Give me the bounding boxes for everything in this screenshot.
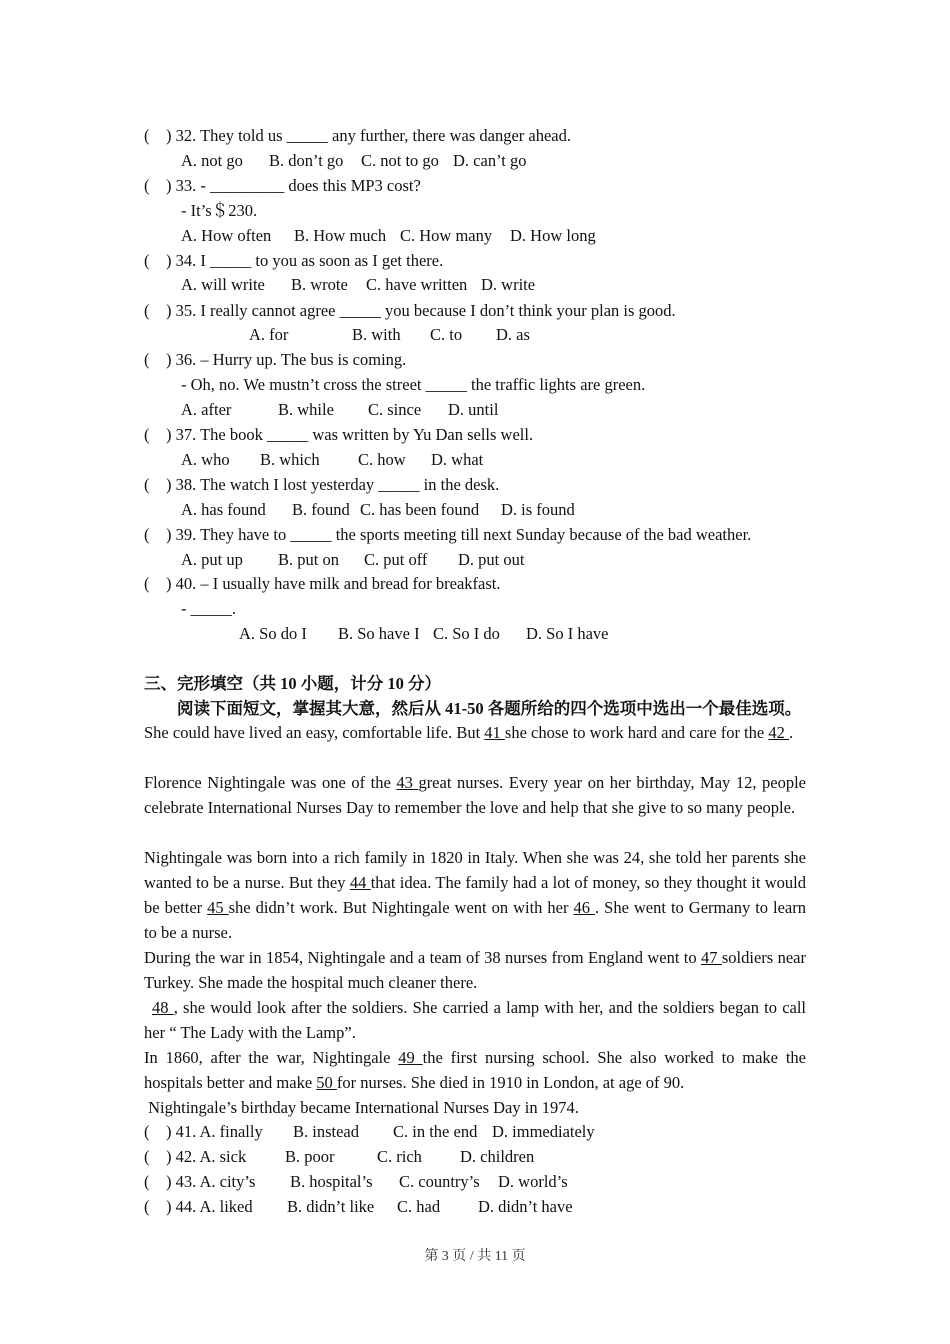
blank-41: 41 [484, 723, 505, 742]
passage-text: great nurses. Every year on her birthday, May 12, people celebrate International Nurses Day to remember the love and help that she give to so many people. [144, 773, 806, 817]
option-32d: D. can’t go [453, 151, 527, 170]
passage-text: During the war in 1854, Nightingale and a team of 38 nurses from England went to [144, 948, 702, 967]
cloze-option-42d: D. children [460, 1147, 535, 1166]
blank-49: 49 [398, 1048, 423, 1067]
option-35a: A. for [249, 325, 289, 344]
blank-46: 46 [573, 897, 596, 917]
passage-text: soldiers near Turkey. She made the hospital much cleaner there. [144, 948, 806, 992]
cloze-option-42c: C. rich [377, 1147, 422, 1166]
option-40b: B. So have I [338, 624, 420, 643]
passage-text: that idea. The family had a lot of money, so they thought it would be better [144, 872, 807, 917]
option-40c: C. So I do [433, 624, 500, 643]
cloze-option-41d: D. immediately [492, 1122, 595, 1141]
option-32a: A. not go [181, 151, 243, 170]
passage-text: Nightingale was born into a rich family in 1820 in Italy. When she was 24, she told her parents she wanted to be a nurse. But they [144, 848, 806, 892]
blank-50: 50 [316, 1072, 337, 1092]
option-36c: C. since [368, 400, 422, 419]
option-32c: C. not to go [361, 151, 439, 170]
cloze-question-43: ( ) 43. A. city’s [144, 1172, 256, 1191]
passage-text: she chose to work hard and care for the [504, 723, 769, 742]
passage-text: for nurses. She died in 1910 in London, at age of 90. [336, 1072, 685, 1092]
option-38b: B. found [292, 500, 350, 519]
question-40-reply: - _____. [181, 599, 236, 618]
option-32b: B. don’t go [269, 151, 344, 170]
cloze-question-44: ( ) 44. A. liked [144, 1197, 253, 1216]
passage-paragraph-5 [144, 996, 806, 1046]
option-39d: D. put out [458, 550, 525, 569]
blank-44: 44 [349, 872, 371, 892]
passage-text: the first nursing school. She also worked to make the hospitals better and make [144, 1048, 806, 1092]
passage-paragraph-1 [144, 721, 806, 746]
option-37c: C. how [358, 450, 406, 469]
question-39: ( ) 39. They have to _____ the sports meeting till next Sunday because of the bad weather. [144, 525, 752, 544]
passage-text: . She went to Germany to learn to be a nurse. [144, 897, 806, 942]
option-40a: A. So do I [239, 624, 307, 643]
cloze-option-41b: B. instead [293, 1122, 359, 1141]
blank-42: 42 [768, 723, 789, 742]
option-33c: C. How many [400, 226, 493, 245]
section-title: 三、完形填空（共 10 小题，计分 10 分） [144, 674, 441, 693]
cloze-option-44d: D. didn’t have [478, 1197, 573, 1216]
page-number: 第 3 页 / 共 11 页 [424, 1249, 526, 1264]
cloze-option-41c: C. in the end [393, 1122, 478, 1141]
question-33-reply: - It’s＄230. [181, 201, 258, 220]
passage-text: , she would look after the soldiers. She carried a lamp with her, and the soldiers began to call her “ The Lady with the Lamp”. [144, 998, 807, 1042]
question-32: ( ) 32. They told us _____ any further, there was danger ahead. [144, 126, 571, 145]
option-38c: C. has been found [360, 500, 480, 519]
cloze-option-43c: C. country’s [399, 1172, 480, 1191]
option-35b: B. with [352, 325, 401, 344]
option-39b: B. put on [278, 550, 339, 569]
passage-text: . [788, 723, 794, 742]
question-36-reply: - Oh, no. We mustn’t cross the street _____ the traffic lights are green. [181, 375, 646, 394]
question-35: ( ) 35. I really cannot agree _____ you because I don’t think your plan is good. [144, 301, 676, 320]
question-38: ( ) 38. The watch I lost yesterday _____ in the desk. [144, 475, 500, 494]
cloze-option-43d: D. world’s [498, 1172, 568, 1191]
section-instruction: 阅读下面短文，掌握其大意，然后从 41-50 各题所给的四个选项中选出一个最佳选项。 [177, 699, 802, 718]
option-35c: C. to [430, 325, 463, 344]
option-37a: A. who [181, 450, 230, 469]
question-33: ( ) 33. - _________ does this MP3 cost? [144, 176, 421, 195]
question-40: ( ) 40. – I usually have milk and bread for breakfast. [144, 574, 501, 593]
blank-43: 43 [396, 773, 419, 792]
option-40d: D. So I have [526, 624, 609, 643]
option-37b: B. which [260, 450, 320, 469]
option-34a: A. will write [181, 275, 265, 294]
cloze-question-41: ( ) 41. A. finally [144, 1122, 263, 1141]
cloze-option-44c: C. had [397, 1197, 441, 1216]
option-36b: B. while [278, 400, 334, 419]
passage-paragraph-3 [144, 846, 806, 946]
option-34b: B. wrote [291, 275, 348, 294]
cloze-option-43b: B. hospital’s [290, 1172, 373, 1191]
option-37d: D. what [431, 450, 484, 469]
option-36d: D. until [448, 400, 499, 419]
option-33a: A. How often [181, 226, 272, 245]
passage-paragraph-2 [144, 771, 806, 821]
option-34c: C. have written [366, 275, 468, 294]
cloze-option-44b: B. didn’t like [287, 1197, 375, 1216]
cloze-question-42: ( ) 42. A. sick [144, 1147, 247, 1166]
blank-47: 47 [701, 948, 722, 967]
passage-paragraph-4 [144, 946, 806, 996]
option-38d: D. is found [501, 500, 575, 519]
passage-text: In 1860, after the war, Nightingale [144, 1048, 399, 1067]
option-38a: A. has found [181, 500, 266, 519]
question-34: ( ) 34. I _____ to you as soon as I get there. [144, 251, 444, 270]
question-36: ( ) 36. – Hurry up. The bus is coming. [144, 350, 407, 369]
option-39c: C. put off [364, 550, 428, 569]
option-39a: A. put up [181, 550, 243, 569]
passage-paragraph-7: Nightingale’s birthday became International Nurses Day in 1974. [144, 1098, 579, 1117]
option-36a: A. after [181, 400, 232, 419]
passage-paragraph-6 [144, 1046, 806, 1096]
blank-45: 45 [207, 897, 229, 917]
passage-text: She could have lived an easy, comfortable life. But [144, 723, 485, 742]
option-33b: B. How much [294, 226, 387, 245]
option-35d: D. as [496, 325, 530, 344]
blank-48: 48 [152, 998, 174, 1017]
option-34d: D. write [481, 275, 536, 294]
cloze-option-42b: B. poor [285, 1147, 335, 1166]
question-37: ( ) 37. The book _____ was written by Yu Dan sells well. [144, 425, 534, 444]
passage-text: she didn’t work. But Nightingale went on with her [228, 897, 574, 917]
passage-text: Florence Nightingale was one of the [144, 773, 397, 792]
option-33d: D. How long [510, 226, 596, 245]
